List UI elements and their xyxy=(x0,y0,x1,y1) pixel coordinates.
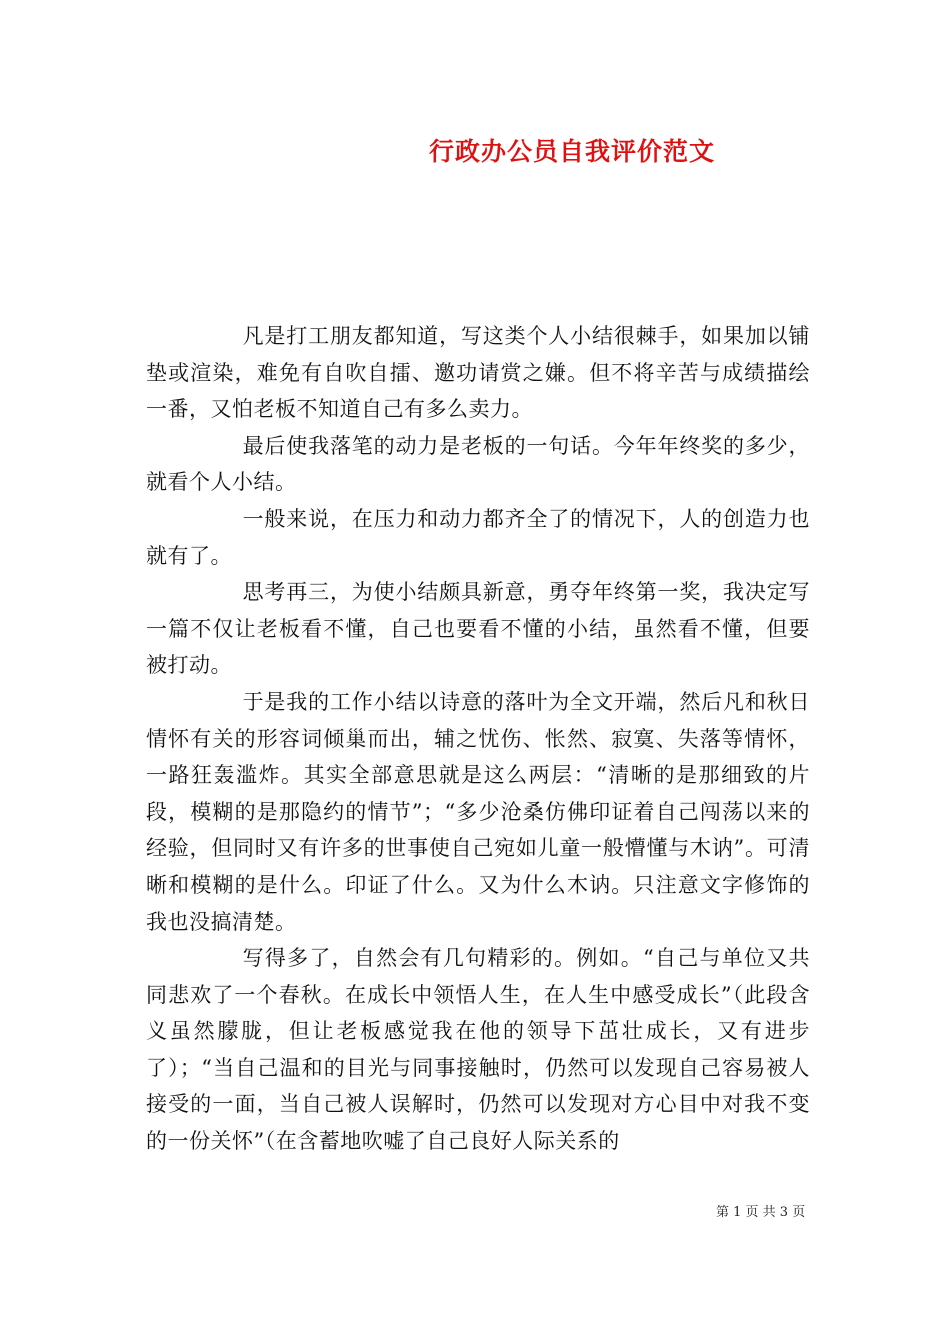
paragraph-3: 一般来说，在压力和动力都齐全了的情况下，人的创造力也就有了。 xyxy=(146,506,810,568)
paragraph-1: 凡是打工朋友都知道，写这类个人小结很棘手，如果加以铺垫或渲染，难免有自吹自擂、邀功请赏之嫌。但不将辛苦与成绩描绘一番，又怕老板不知道自己有多么卖力。 xyxy=(146,324,810,422)
paragraph-5: 于是我的工作小结以诗意的落叶为全文开端，然后凡和秋日情怀有关的形容词倾巢而出，辅之忧伤、怅然、寂寞、失落等情怀，一路狂轰滥炸。其实全部意思就是这么两层：“清晰的是那细致的片段，模糊的是那隐约的情节”；“多少沧桑仿佛印证着自己闯荡以来的经验，但同时又有许多的世事使自己宛如儿童一般懵懂与木讷”。可清晰和模糊的是什么。印证了什么。又为什么木讷。只注意文字修饰的我也没搞清楚。 xyxy=(146,689,810,934)
paragraph-6: 写得多了，自然会有几句精彩的。例如。“自己与单位又共同悲欢了一个春秋。在成长中领悟人生，在人生中感受成长”（此段含义虽然朦胧，但让老板感觉我在他的领导下茁壮成长，又有进步了）；“当自己温和的目光与同事接触时，仍然可以发现自己容易被人接受的一面，当自己被人误解时，仍然可以发现对方心目中对我不变的一份关怀”（在含蓄地吹嘘了自己良好人际关系的 xyxy=(146,946,810,1154)
page-number-footer: 第 1 页 共 3 页 xyxy=(716,1205,806,1220)
paragraph-4: 思考再三，为使小结颇具新意，勇夺年终第一奖，我决定写一篇不仅让老板看不懂，自己也要看不懂的小结，虽然看不懂，但要被打动。 xyxy=(146,580,810,678)
document-title: 行政办公员自我评价范文 xyxy=(428,137,715,166)
document-body xyxy=(146,318,810,1160)
paragraph-2: 最后使我落笔的动力是老板的一句话。今年年终奖的多少，就看个人小结。 xyxy=(146,433,810,495)
